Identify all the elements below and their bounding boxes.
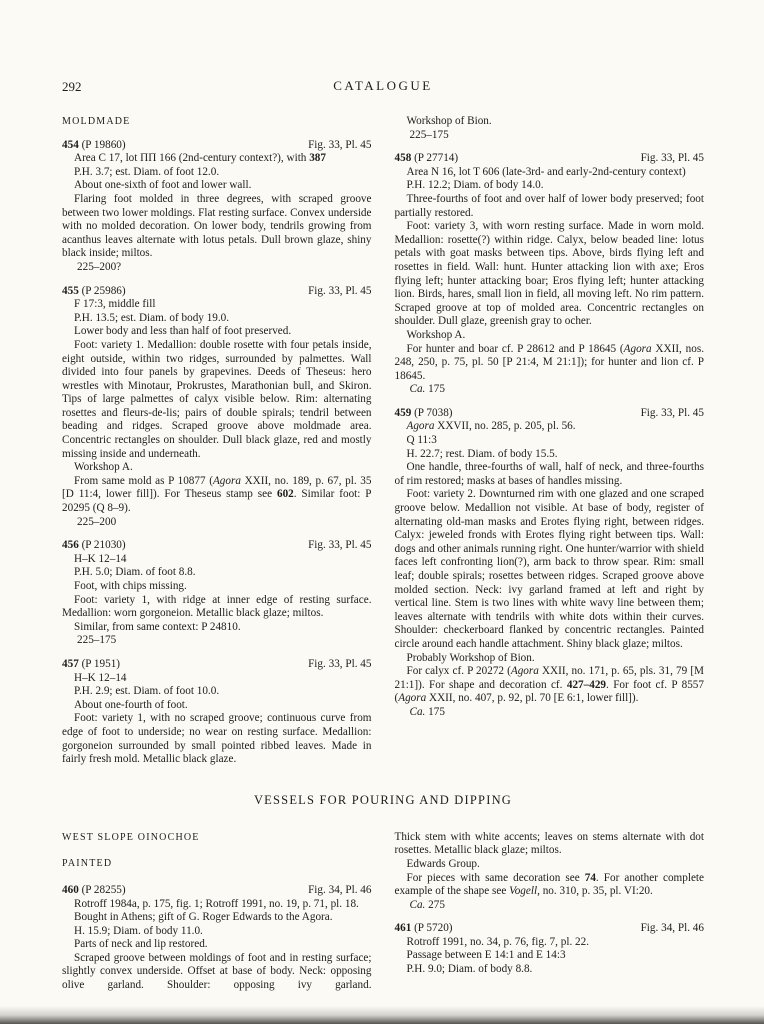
dimensions-line: P.H. 12.2; Diam. of body 14.0. [406,179,544,192]
entry-number: 460 [62,883,79,896]
continuation-paragraph: Thick stem with white accents; leaves on stems alternate with dot rosettes. Metallic black glaze; miltos. [394,830,704,857]
catalogue-entry-457 [62,658,372,767]
inventory-number: (P 1951) [78,657,121,670]
provenance-line: Area N 16, lot T 606 (late-3rd- and early-2nd-century context) [406,165,686,178]
entry-id [62,539,126,553]
entry-id [62,658,120,672]
entry-header [62,139,372,153]
top-section [62,115,704,767]
description-paragraph: Foot: variety 2. Downturned rim with one glazed and one scraped groove below. Medallion not visible. At base of body, register of alternating old-man masks and Erotes flying right, between ridges. Calyx: jeweled fronds with Erotes flying right between tips. Wall: dogs and other animals running right. One hunter/warrior with shield faces left confronting lion(?), arm back to throw spear. Rim: small leaf; double spirals; rosettes between ridges. Scraped groove above molded section. Neck: ivy garland framed at left and right by vertical line. Stem is two lines with white wavy line between them; leaves alternate with tendrils with white dots within their curves. Shoulder: checkerboard flanked by concentric rectangles. Painted circle around each handle attachment. Shiny black glaze; miltos. [394,488,704,650]
figure-plate-reference: Fig. 34, Pl. 46 [640,922,704,935]
bold-cross-reference: 427–429 [566,678,607,691]
date-line: 225–175 [409,128,449,141]
bibliography-line: Agora XXVII, no. 285, p. 205, pl. 56. [406,420,576,433]
description-paragraph: Flaring foot molded in three degrees, with scraped groove between two lower moldings. Flat resting surface. Convex underside with no molded decoration. On lower body, tendrils growing from acanthus leaves alternate with lotus petals. Dull brown glaze, shiny black inside; miltos. [62,192,372,260]
moldmade-heading: MOLDMADE [62,116,131,127]
description-paragraph: Foot: variety 3, with worn resting surface. Made in worn mold. Medallion: rosette(?) within ridge. Calyx, below beaded line: lotus petals with goat masks between tips. Above, birds flying left and rosettes in field. Wall: hunt. Hunter attacking lion with axe; Eros flying left; hunter attacking boar; Eros flying left; hunter attacking lion. Birds, hares, small lion in field, all moving left. No rim pattern. Scraped groove at top of molded area. Concentric rectangles on shoulder. Dull glaze, greenish gray to ocher. [394,220,704,328]
date-line: Ca. 275 [409,898,445,911]
entry-number: 459 [394,406,412,419]
west-slope-oinochoe-heading: WEST SLOPE OINOCHOE [62,831,200,843]
catalogue-entry-458 [395,152,705,397]
attribution-line: Workshop of Bion. [406,115,492,127]
entry-id [395,407,453,421]
entry-continuation [395,831,705,913]
description-paragraph: Foot: variety 1. Medallion: double rosette with four petals inside, eight outside, within two ridges, surrounded by palmettes. Wall divided into four panels by grapevines. Deeds of Theseus: hero wrestles with Minotaur, Prokrustes, Marathonian bull, and Skiron. Tips of large palmettes of calyx visible below. Rim: alternating rosettes and fleurs-de-lis; pairs of double spirals; tendril between beading and ridges. Scraped groove above moldmade area. Concentric rectangles on shoulder. Dull black glaze, red and mostly missing inside and underneath. [62,338,372,460]
italic-text: Agora [623,342,652,355]
attribution-line: Edwards Group. [406,857,480,870]
comparanda-paragraph: From same mold as P 10877 (Agora XXII, no. 189, p. 67, pl. 35 [D 11:4, lower fill]). For Theseus stamp see 602. Similar foot: P 20295 (Q 8–9). [62,474,372,515]
provenance-line: H–K 12–14 [74,552,127,565]
italic-text: Ca. [409,383,426,396]
entry-header [395,152,705,166]
provenance-line: Area C 17, lot ΠΠ 166 (2nd-century context?), with 387 [74,152,326,165]
condition-line: Foot, with chips missing. [74,580,187,592]
comparanda-paragraph: Similar, from same context: P 24810. [74,620,241,633]
italic-text: Agora [212,474,241,487]
provenance-line: Bought in Athens; gift of G. Roger Edwards to the Agora. [74,911,333,924]
attribution-line: Probably Workshop of Bion. [406,651,535,664]
figure-plate-reference: Fig. 34, Pl. 46 [308,883,372,896]
italic-text: Vogell [509,885,538,898]
entry-header [62,539,372,553]
date-line: 225–200 [77,515,117,528]
comparanda-paragraph: For pieces with same decoration see 74. For another complete example of the shape see Vogell, no. 310, p. 35, pl. VI:20. [394,871,704,898]
catalogue-entry-456 [62,539,372,648]
dimensions-line: P.H. 9.0; Diam. of body 8.8. [406,963,533,976]
bottom-section [62,831,704,993]
dimensions-line: P.H. 5.0; Diam. of foot 8.8. [74,566,196,579]
dimensions-line: P.H. 2.9; est. Diam. of foot 10.0. [74,685,220,698]
inventory-number: (P 25986) [78,284,126,297]
entry-header [62,285,372,299]
entry-number: 456 [62,539,79,552]
catalogue-entry-455 [62,285,372,530]
entry-header [395,407,705,421]
inventory-number: (P 7038) [411,406,453,419]
italic-text: Agora [510,665,539,678]
attribution-line: Workshop A. [406,328,466,341]
catalogue-entry-461 [395,922,705,976]
date-line: Ca. 175 [409,383,445,396]
bold-cross-reference: 602 [276,488,294,501]
entry-header [62,884,372,898]
description-paragraph: Foot: variety 1, with no scraped groove; continuous curve from edge of foot to underside; no wear on resting surface. Medallion: gorgoneion surrounded by small pointed ribbed leaves. Made in fairly fresh mold. Metallic black glaze. [62,712,372,766]
figure-plate-reference: Fig. 33, Pl. 45 [308,657,372,670]
entry-id [395,922,453,936]
catalogue-entry-454 [62,139,372,275]
italic-text: Agora [398,692,427,705]
dimensions-line: P.H. 13.5; est. Diam. of body 19.0. [74,311,230,324]
inventory-number: (P 19860) [78,138,126,151]
dimensions-line: H. 22.7; rest. Diam. of body 15.5. [406,447,558,460]
italic-text: Ca. [409,898,426,911]
condition-line: Three-fourths of foot and over half of lower body preserved; foot partially restored. [394,192,704,219]
bold-cross-reference: 387 [309,152,326,165]
inventory-number: (P 27714) [411,152,459,165]
entry-id [62,884,126,898]
condition-line: About one-fourth of foot. [74,698,188,711]
column-bottom-right [395,831,705,993]
entry-number: 461 [394,922,412,935]
painted-heading: PAINTED [62,858,113,870]
entry-number: 455 [62,284,79,297]
page-number: 292 [62,79,82,94]
dimensions-line: P.H. 3.7; est. Diam. of foot 12.0. [74,165,220,178]
figure-plate-reference: Fig. 33, Pl. 45 [640,152,704,165]
entry-number: 454 [62,138,79,151]
catalogue-entry-460 [62,884,372,993]
entry-id [62,139,126,153]
provenance-line: H–K 12–14 [74,671,127,684]
entry-header [62,658,372,672]
entry-id [395,152,459,166]
provenance-line: F 17:3, middle fill [74,298,156,311]
condition-line: Parts of neck and lip restored. [74,938,208,951]
figure-plate-reference: Fig. 33, Pl. 45 [640,406,704,419]
comparanda-paragraph: For calyx cf. P 20272 (Agora XXII, no. 171, p. 65, pls. 31, 79 [M 21:1]). For shape and decoration cf. 427–429. For foot cf. P 8557 (Agora XXII, no. 407, p. 92, pl. 70 [E 6:1, lower fill]). [394,665,704,705]
running-head: CATALOGUE [333,78,433,93]
italic-text: Agora [406,420,435,433]
description-paragraph: Foot: variety 1, with ridge at inner edge of resting surface. Medallion: worn gorgoneion. Metallic black glaze; miltos. [62,593,372,620]
comparanda-paragraph: For hunter and boar cf. P 28612 and P 18645 (Agora XXII, nos. 248, 250, p. 75, pl. 50 [P 21:4, M 21:1]); for hunter and lion cf. P 18645. [394,342,704,382]
figure-plate-reference: Fig. 33, Pl. 45 [308,539,372,552]
figure-plate-reference: Fig. 33, Pl. 45 [308,284,372,297]
attribution-line: Workshop A. [74,461,133,474]
description-paragraph: Scraped groove between moldings of foot and in resting surface; slightly convex underside. Offset at base of body. Neck: opposing olive garland. Shoulder: opposing ivy garland. [62,951,372,992]
date-line: 225–175 [77,634,117,647]
bibliography-line: Rotroff 1991, no. 34, p. 76, fig. 7, pl. 22. [406,935,590,948]
catalogue-entry-459 [395,407,705,720]
entry-header [395,922,705,936]
column-top-right [395,115,705,767]
inventory-number: (P 5720) [411,922,453,935]
page-header [62,78,704,93]
provenance-line: Passage between E 14:1 and E 14:3 [406,949,566,962]
date-line: 225–200? [77,260,122,273]
dimensions-line: H. 15.9; Diam. of body 11.0. [74,924,203,937]
bibliography-line: Rotroff 1984a, p. 175, fig. 1; Rotroff 1991, no. 19, p. 71, pl. 18. [74,897,359,910]
condition-line: Lower body and less than half of foot preserved. [74,325,292,338]
section-title: VESSELS FOR POURING AND DIPPING [253,792,513,807]
inventory-number: (P 28255) [78,883,126,896]
entry-number: 458 [394,152,412,165]
column-top-left [62,115,372,767]
inventory-number: (P 21030) [78,539,126,552]
condition-line: About one-sixth of foot and lower wall. [74,179,252,192]
entry-id [62,285,126,299]
page-edge-shadow [0,1006,764,1024]
condition-line: One handle, three-fourths of wall, half of neck, and three-fourths of rim restored; masks at bases of handles missing. [394,461,704,487]
column-bottom-left [62,831,372,993]
entry-number: 457 [62,657,79,670]
bold-cross-reference: 74 [584,871,596,884]
provenance-line: Q 11:3 [406,434,437,447]
figure-plate-reference: Fig. 33, Pl. 45 [308,138,372,151]
italic-text: Ca. [409,705,426,718]
date-line: Ca. 175 [409,705,445,718]
entry-continuation [395,115,705,142]
